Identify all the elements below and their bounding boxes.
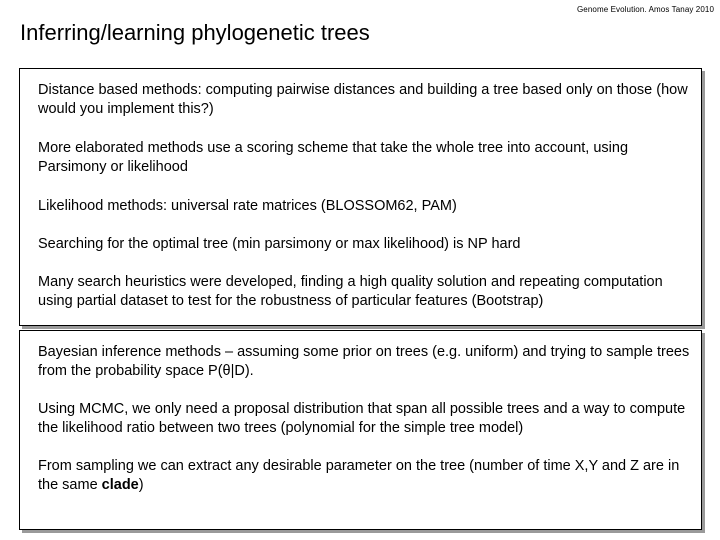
mcmc-text: Using MCMC, we only need a proposal distribution that span all possible trees and a way to compute the likelihood ratio between two trees (polynomial for the simple tree model) <box>38 401 686 436</box>
sampling-text-end: ) <box>138 477 144 493</box>
likelihood-methods-text: Likelihood methods: universal rate matrices (BLOSSOM62, PAM) <box>38 198 457 214</box>
scoring-methods-text: More elaborated methods use a scoring scheme that take the whole tree into account, using Parsimony or likelihood <box>38 140 629 175</box>
heuristics-text: Many search heuristics were developed, finding a high quality solution and repeating computation using partial dataset to test for the robustness of particular features (Bootstrap) <box>38 274 663 309</box>
clade-term: clade <box>101 477 139 493</box>
sampling-text <box>38 457 698 495</box>
distance-methods-text: Distance based methods: computing pairwise distances and building a tree based only on those (how would you implement this?) <box>38 82 688 117</box>
header-credit: Genome Evolution. Amos Tanay 2010 <box>576 5 714 14</box>
sampling-text-main: From sampling we can extract any desirable parameter on the tree (number of time X,Y and Z are in the same <box>38 458 680 493</box>
bayesian-inference-text: Bayesian inference methods – assuming some prior on trees (e.g. uniform) and trying to sample trees from the probability space P(θ|D). <box>38 344 690 379</box>
methods-box <box>19 68 702 326</box>
bayesian-box <box>19 330 702 530</box>
slide-title: Inferring/learning phylogenetic trees <box>20 20 370 45</box>
np-hard-text: Searching for the optimal tree (min parsimony or max likelihood) is NP hard <box>38 236 521 252</box>
